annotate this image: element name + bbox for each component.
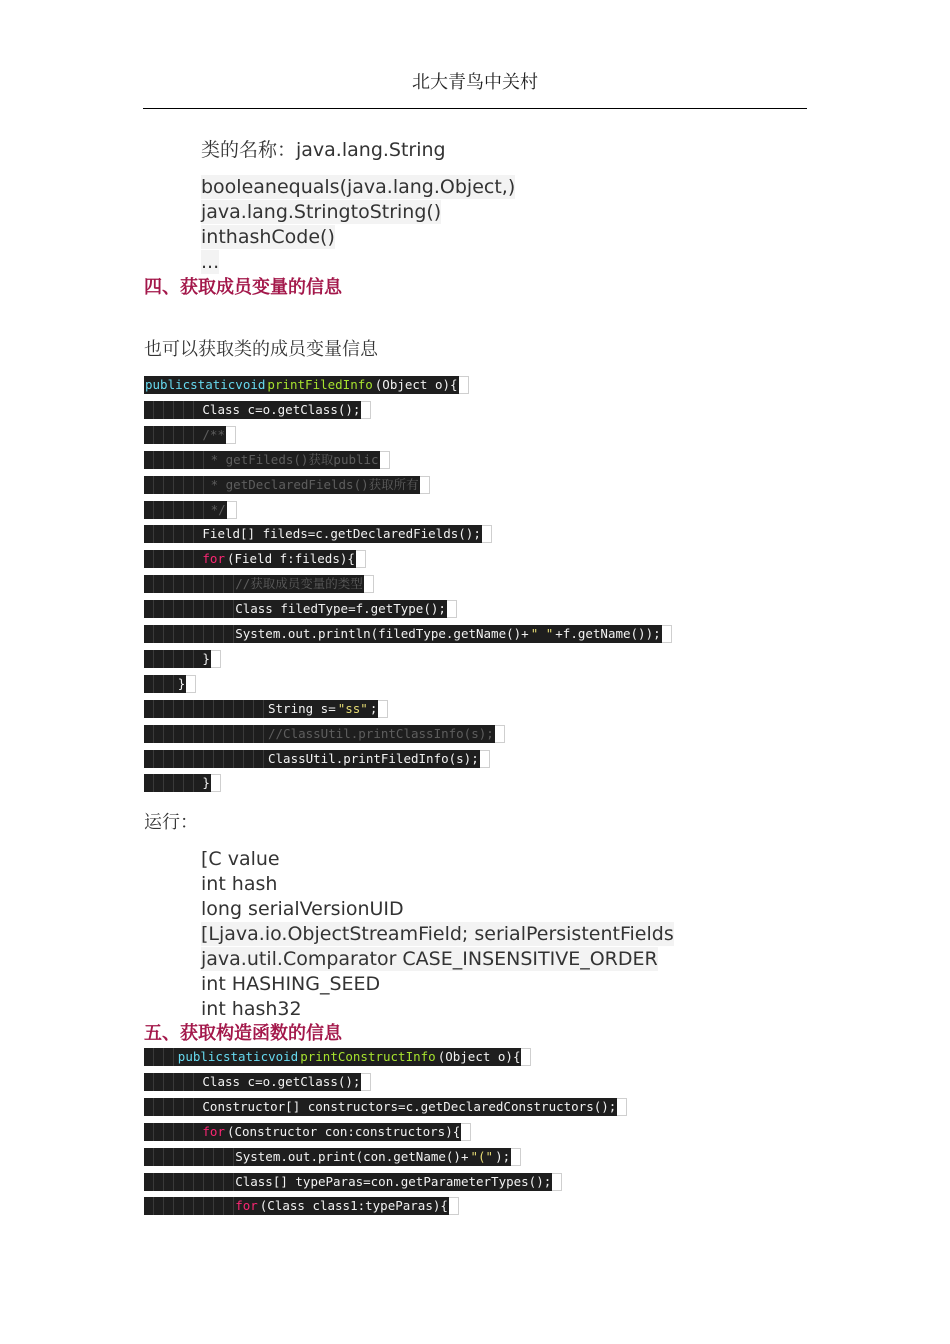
code-indent <box>144 650 201 668</box>
code-line <box>144 1073 371 1091</box>
code-line <box>144 675 196 693</box>
page-header: 北大青鸟中关村 <box>412 72 538 93</box>
code-line <box>144 550 366 568</box>
code-line <box>144 525 492 543</box>
output-line: [Ljava.io.ObjectStreamField; serialPersistentFields <box>201 923 674 945</box>
code-line-end <box>482 525 492 543</box>
code-indent <box>144 675 177 693</box>
code-token: (Object o){ <box>374 377 458 392</box>
code-indent <box>144 550 201 568</box>
code-line-end <box>461 1123 471 1141</box>
code-line <box>144 774 221 792</box>
code-token: for <box>202 551 225 567</box>
code-indent <box>144 750 267 768</box>
code-indent <box>144 1123 201 1141</box>
code-indent <box>144 476 210 494</box>
code-indent <box>144 1048 177 1066</box>
code-line <box>144 625 672 643</box>
run-label: 运行： <box>144 812 198 833</box>
code-token: } <box>177 675 186 691</box>
code-indent <box>144 501 210 519</box>
code-line <box>144 575 374 593</box>
section-intro: 也可以获取类的成员变量信息 <box>144 339 378 360</box>
code-token: * getFileds()获取public <box>210 451 379 467</box>
code-indent <box>144 1098 201 1116</box>
code-token: } <box>202 650 210 666</box>
code-token: /** <box>202 426 225 442</box>
code-line-end <box>361 1073 371 1091</box>
section-heading-fields: 四、获取成员变量的信息 <box>144 277 342 298</box>
code-token: Class filedType=f.getType(); <box>235 601 446 617</box>
code-token: String s= <box>268 700 336 716</box>
code-line <box>144 700 388 718</box>
code-token: Class c=o.getClass(); <box>202 401 361 417</box>
class-name-line: 类的名称：java.lang.String <box>201 139 446 161</box>
output-line: int hash32 <box>201 998 302 1020</box>
code-line <box>144 1173 562 1191</box>
method-line: java.lang.StringtoString() <box>201 201 442 223</box>
code-token: */ <box>210 501 226 517</box>
code-line-end <box>211 774 221 792</box>
code-line <box>144 476 430 494</box>
code-indent <box>144 725 267 743</box>
code-line-end <box>662 625 672 643</box>
code-token: Class[] typeParas=con.getParameterTypes(); <box>235 1173 552 1189</box>
output-line: java.util.Comparator CASE_INSENSITIVE_ORDER <box>201 948 658 970</box>
code-line <box>144 1197 459 1215</box>
code-line <box>144 600 457 618</box>
code-token: //获取成员变量的类型 <box>235 576 363 592</box>
code-line <box>144 376 469 394</box>
code-line-end <box>459 376 469 394</box>
code-line <box>144 501 237 519</box>
code-token: * getDeclaredFields()获取所有 <box>210 476 419 492</box>
code-indent <box>144 575 234 593</box>
code-line-end <box>480 750 490 768</box>
output-line: long serialVersionUID <box>201 898 404 920</box>
code-token: (Constructor con:constructors){ <box>226 1123 461 1139</box>
code-indent <box>144 1148 234 1166</box>
code-token: publicstaticvoid <box>177 1049 299 1064</box>
code-line-end <box>380 451 390 469</box>
code-token: Constructor[] constructors=c.getDeclaredConstructors(); <box>202 1098 617 1114</box>
code-indent <box>144 1073 201 1091</box>
code-line <box>144 401 371 419</box>
code-token: (Object o){ <box>437 1049 521 1064</box>
code-line-end <box>361 401 371 419</box>
code-token: System.out.println(filedType.getName()+ <box>235 626 529 641</box>
code-line-end <box>495 725 505 743</box>
method-line: inthashCode() <box>201 226 335 248</box>
code-line-end <box>511 1148 521 1166</box>
code-line-end <box>186 675 196 693</box>
code-line-end <box>447 600 457 618</box>
code-token: ; <box>369 700 378 716</box>
section-heading-constructors: 五、获取构造函数的信息 <box>144 1023 342 1044</box>
code-token: for <box>202 1123 225 1139</box>
code-line-end <box>226 426 236 444</box>
method-line: ... <box>201 251 220 273</box>
code-line-end <box>420 476 430 494</box>
code-token: publicstaticvoid <box>145 377 266 392</box>
code-token: (Class class1:typeParas){ <box>259 1198 448 1214</box>
code-line <box>144 725 505 743</box>
code-line-end <box>521 1048 531 1066</box>
output-line: int hash <box>201 873 278 895</box>
output-line: int HASHING_SEED <box>201 973 381 995</box>
code-line <box>144 750 490 768</box>
code-token: ClassUtil.printFiledInfo(s); <box>268 750 479 766</box>
code-line-end <box>227 501 237 519</box>
code-indent <box>144 1197 234 1215</box>
code-line-end <box>364 575 374 593</box>
code-line-end <box>211 650 221 668</box>
code-indent <box>144 401 201 419</box>
code-token: " " <box>530 626 554 641</box>
code-line <box>144 426 236 444</box>
code-indent <box>144 625 234 643</box>
code-line-end <box>449 1197 459 1215</box>
code-indent <box>144 426 201 444</box>
header-divider <box>143 108 807 109</box>
code-line <box>144 1123 471 1141</box>
code-token: } <box>202 775 210 791</box>
code-indent <box>144 774 201 792</box>
code-token: System.out.print(con.getName()+ <box>235 1148 469 1164</box>
code-line <box>144 1148 521 1166</box>
code-line-end <box>378 700 388 718</box>
code-indent <box>144 525 201 543</box>
code-token: "(" <box>470 1148 494 1164</box>
code-token: //ClassUtil.printClassInfo(s); <box>268 725 494 741</box>
code-line <box>144 1098 627 1116</box>
code-token: Class c=o.getClass(); <box>202 1073 361 1089</box>
code-line-end <box>617 1098 627 1116</box>
code-token: (Field f:fileds){ <box>226 551 355 567</box>
code-line-end <box>552 1173 562 1191</box>
code-token: for <box>235 1198 258 1214</box>
code-token: printConstructInfo <box>300 1049 436 1064</box>
code-indent <box>144 600 234 618</box>
code-token: printFiledInfo <box>267 377 373 392</box>
code-indent <box>144 451 210 469</box>
code-line-end <box>356 550 366 568</box>
code-token: "ss" <box>337 700 368 716</box>
code-line <box>144 451 390 469</box>
code-indent <box>144 700 267 718</box>
code-line <box>144 1048 531 1066</box>
output-line: [C value <box>201 848 280 870</box>
code-token: ); <box>495 1148 511 1164</box>
method-line: booleanequals(java.lang.Object,) <box>201 176 516 198</box>
code-indent <box>144 1173 234 1191</box>
code-token: Field[] fileds=c.getDeclaredFields(); <box>202 526 481 542</box>
code-line <box>144 650 221 668</box>
code-token: +f.getName()); <box>555 626 661 641</box>
